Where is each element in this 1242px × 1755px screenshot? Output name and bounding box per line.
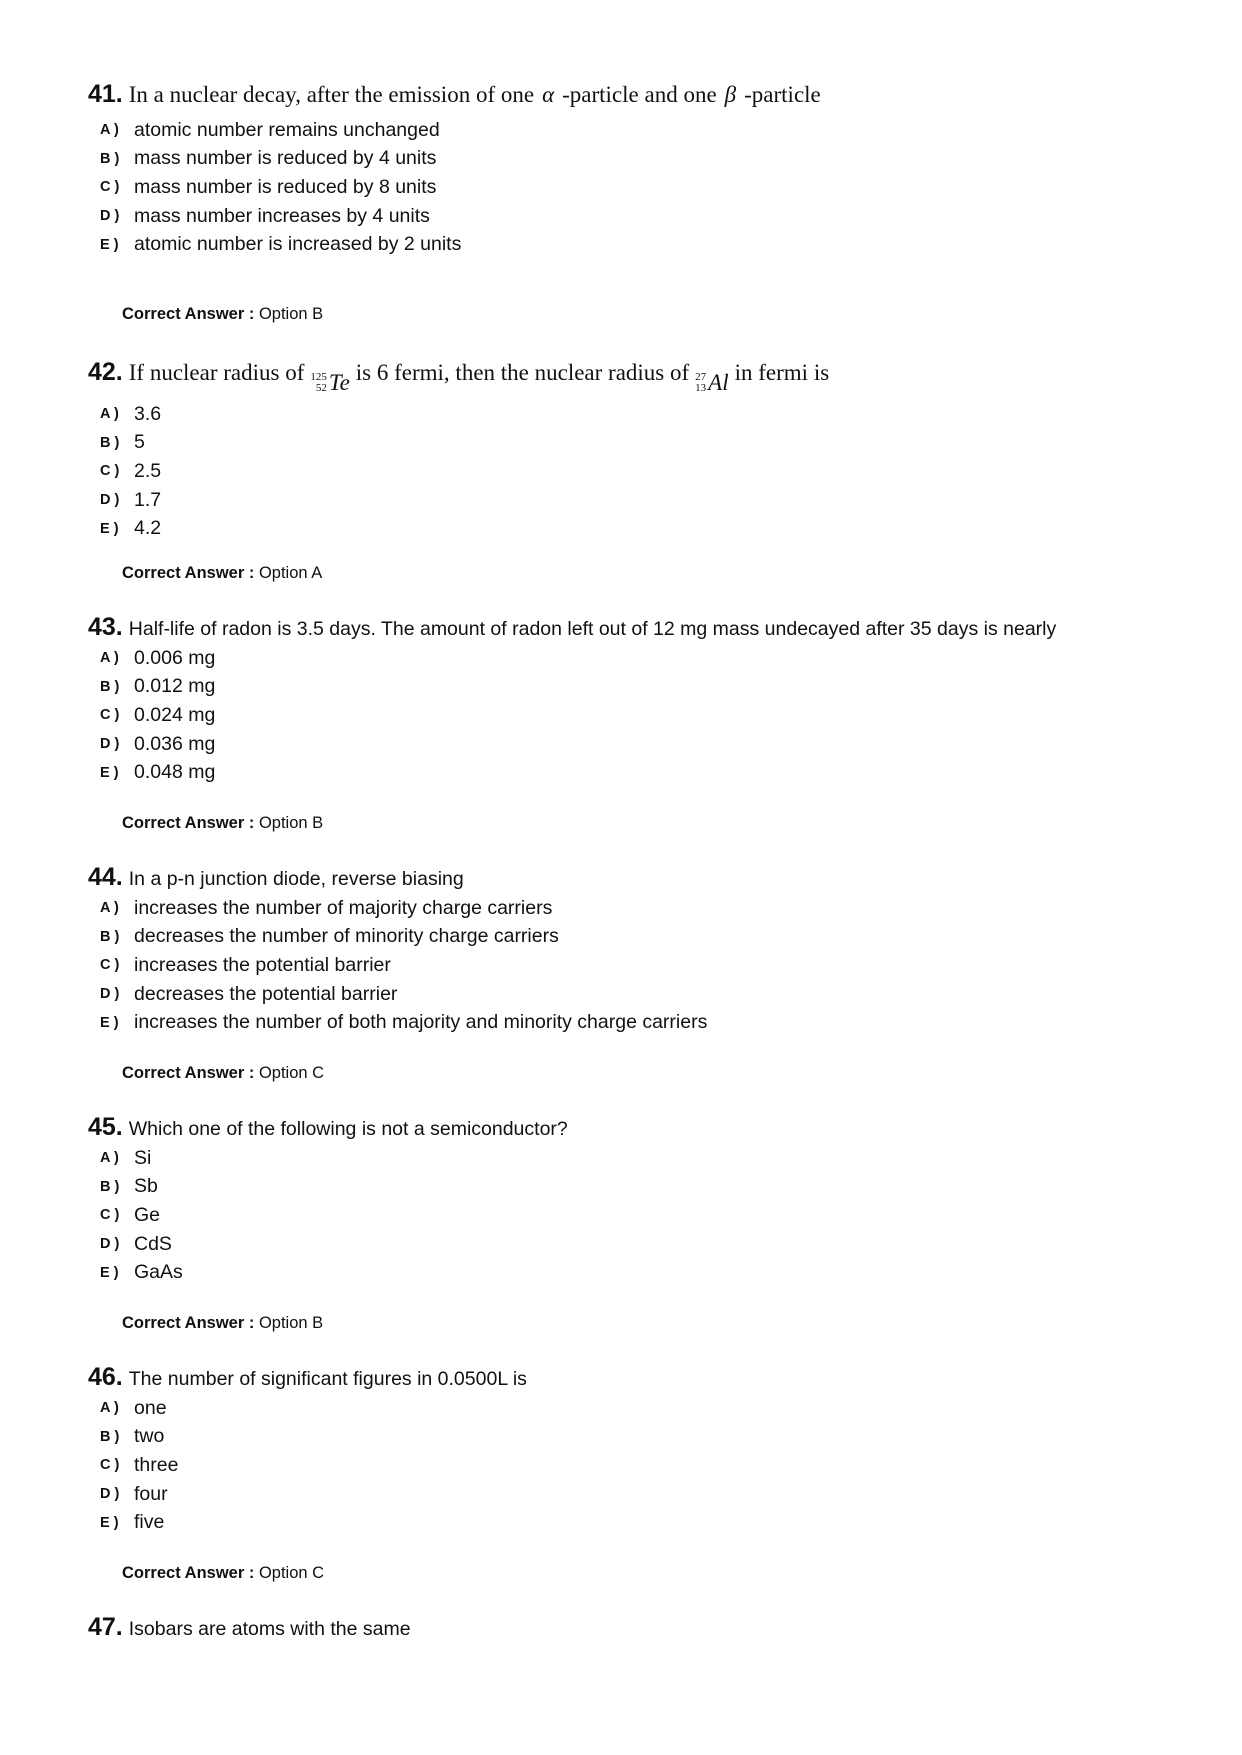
option-text: Si — [134, 1146, 152, 1169]
answer-label: Correct Answer : — [122, 814, 255, 832]
option-letter: C ) — [100, 463, 120, 480]
option-a — [88, 1394, 527, 1423]
option-letter: B ) — [100, 1178, 120, 1195]
option-text: three — [134, 1453, 179, 1476]
option-text: 4.2 — [134, 517, 162, 540]
question-text: In a p-n junction diode, reverse biasing — [128, 868, 464, 890]
option-letter: A ) — [100, 1400, 119, 1417]
option-text: mass number is reduced by 4 units — [134, 147, 437, 170]
option-letter: D ) — [100, 1236, 120, 1253]
option-letter: A ) — [100, 1150, 119, 1167]
question-45 — [88, 1113, 568, 1287]
option-e — [88, 1008, 707, 1037]
answer-value: Option B — [258, 814, 324, 832]
option-letter: C ) — [100, 179, 120, 196]
option-letter: A ) — [100, 650, 119, 667]
correct-answer — [122, 1064, 324, 1083]
option-d — [88, 486, 829, 515]
question-46 — [88, 1363, 527, 1537]
option-text: increases the number of majority charge carriers — [134, 896, 553, 919]
option-letter: D ) — [100, 1486, 120, 1503]
option-c — [88, 1451, 527, 1480]
option-a — [88, 116, 821, 145]
question-text: The number of significant figures in 0.0500L is — [128, 1368, 527, 1390]
question-number: 47. — [88, 1613, 123, 1641]
answer-value: Option C — [258, 1064, 325, 1082]
answer-label: Correct Answer : — [122, 305, 255, 323]
option-letter: D ) — [100, 492, 120, 509]
option-text: GaAs — [134, 1261, 183, 1284]
option-c — [88, 457, 829, 486]
option-letter: A ) — [100, 122, 119, 139]
option-letter: C ) — [100, 707, 120, 724]
question-44 — [88, 863, 707, 1037]
option-text: five — [134, 1511, 165, 1534]
option-letter: A ) — [100, 900, 119, 917]
question-stem — [88, 80, 821, 109]
option-d — [88, 1480, 527, 1509]
option-a — [88, 894, 707, 923]
option-e — [88, 758, 1056, 787]
answer-label: Correct Answer : — [122, 564, 255, 582]
question-text: Isobars are atoms with the same — [128, 1618, 411, 1640]
option-text: 5 — [134, 431, 145, 454]
option-b — [88, 923, 707, 952]
question-text: in fermi is — [734, 360, 830, 385]
answer-value: Option A — [258, 564, 323, 582]
option-letter: E ) — [100, 520, 119, 537]
option-d — [88, 980, 707, 1009]
aluminium-nuclide — [695, 370, 728, 396]
atomic-number: 13 — [695, 382, 707, 394]
option-letter: D ) — [100, 736, 120, 753]
option-c — [88, 173, 821, 202]
option-letter: E ) — [100, 236, 119, 253]
option-letter: D ) — [100, 986, 120, 1003]
question-text: -particle and one — [562, 82, 717, 107]
atomic-number: 52 — [315, 382, 327, 394]
question-number: 46. — [88, 1363, 123, 1391]
question-text: is 6 fermi, then the nuclear radius of — [355, 360, 690, 385]
option-text: increases the number of both majority and minority charge carriers — [134, 1011, 708, 1034]
option-text: one — [134, 1396, 167, 1419]
correct-answer — [122, 1314, 323, 1333]
mass-number: 27 — [695, 371, 707, 383]
answer-value: Option C — [258, 1564, 325, 1582]
beta-symbol: β — [724, 82, 737, 107]
question-42 — [88, 358, 829, 543]
options-list — [88, 400, 829, 543]
option-b — [88, 1423, 527, 1452]
option-text: Sb — [134, 1175, 158, 1198]
option-b — [88, 429, 829, 458]
question-number: 41. — [88, 80, 123, 108]
option-a — [88, 644, 1056, 673]
question-stem — [88, 613, 1056, 642]
answer-value: Option B — [258, 1314, 324, 1332]
option-text: decreases the potential barrier — [134, 982, 398, 1005]
element-symbol: Te — [328, 370, 350, 395]
option-text: 2.5 — [134, 459, 162, 482]
option-letter: D ) — [100, 208, 120, 225]
option-text: decreases the number of minority charge carriers — [134, 925, 559, 948]
option-letter: C ) — [100, 957, 120, 974]
options-list — [88, 644, 1056, 787]
option-text: mass number is reduced by 8 units — [134, 175, 437, 198]
correct-answer — [122, 564, 322, 583]
question-43 — [88, 613, 1056, 787]
correct-answer — [122, 1564, 324, 1583]
option-d — [88, 730, 1056, 759]
option-b — [88, 145, 821, 174]
option-letter: E ) — [100, 764, 119, 781]
options-list — [88, 1144, 568, 1287]
question-stem — [88, 863, 707, 892]
option-letter: E ) — [100, 1014, 119, 1031]
option-letter: E ) — [100, 1264, 119, 1281]
question-stem — [88, 1613, 411, 1642]
question-41 — [88, 80, 821, 259]
option-letter: C ) — [100, 1457, 120, 1474]
option-b — [88, 1173, 568, 1202]
answer-label: Correct Answer : — [122, 1064, 255, 1082]
correct-answer — [122, 814, 323, 833]
option-text: mass number increases by 4 units — [134, 204, 430, 227]
option-text: 1.7 — [134, 488, 162, 511]
tellurium-nuclide — [310, 370, 349, 396]
question-number: 44. — [88, 863, 123, 891]
options-list — [88, 116, 821, 259]
option-d — [88, 202, 821, 231]
element-symbol: Al — [708, 370, 729, 395]
option-text: 0.048 mg — [134, 761, 216, 784]
option-e — [88, 1258, 568, 1287]
option-text: two — [134, 1425, 165, 1448]
option-c — [88, 701, 1056, 730]
option-text: 0.024 mg — [134, 703, 216, 726]
mass-number: 125 — [310, 371, 327, 383]
option-text: four — [134, 1482, 168, 1505]
question-stem — [88, 358, 829, 396]
options-list — [88, 1394, 527, 1537]
option-letter: C ) — [100, 1207, 120, 1224]
option-text: 0.012 mg — [134, 675, 216, 698]
option-e — [88, 514, 829, 543]
option-text: CdS — [134, 1232, 172, 1255]
answer-label: Correct Answer : — [122, 1564, 255, 1582]
question-number: 43. — [88, 613, 123, 641]
option-letter: B ) — [100, 150, 120, 167]
question-47 — [88, 1613, 411, 1642]
answer-label: Correct Answer : — [122, 1314, 255, 1332]
option-text: increases the potential barrier — [134, 953, 391, 976]
question-text: Half-life of radon is 3.5 days. The amount of radon left out of 12 mg mass undecayed after 35 days is nearly — [128, 618, 1057, 640]
question-text: Which one of the following is not a semiconductor? — [128, 1118, 568, 1140]
option-letter: B ) — [100, 1428, 120, 1445]
question-text: -particle — [744, 82, 821, 107]
question-stem — [88, 1113, 568, 1142]
question-number: 42. — [88, 358, 123, 386]
alpha-symbol: α — [542, 82, 555, 107]
question-number: 45. — [88, 1113, 123, 1141]
option-text: 0.006 mg — [134, 646, 216, 669]
option-a — [88, 400, 829, 429]
option-b — [88, 673, 1056, 702]
question-text: If nuclear radius of — [128, 360, 305, 385]
option-text: 0.036 mg — [134, 732, 216, 755]
option-text: Ge — [134, 1203, 161, 1226]
question-stem — [88, 1363, 527, 1392]
options-list — [88, 894, 707, 1037]
option-e — [88, 230, 821, 259]
option-c — [88, 951, 707, 980]
option-letter: B ) — [100, 678, 120, 695]
option-text: atomic number remains unchanged — [134, 118, 440, 141]
option-c — [88, 1201, 568, 1230]
option-letter: B ) — [100, 434, 120, 451]
option-text: atomic number is increased by 2 units — [134, 233, 462, 256]
correct-answer — [122, 305, 323, 324]
option-letter: B ) — [100, 928, 120, 945]
option-a — [88, 1144, 568, 1173]
answer-value: Option B — [258, 305, 324, 323]
option-e — [88, 1508, 527, 1537]
option-letter: E ) — [100, 1514, 119, 1531]
question-text: In a nuclear decay, after the emission of one — [128, 82, 535, 107]
option-letter: A ) — [100, 406, 119, 423]
option-text: 3.6 — [134, 402, 162, 425]
option-d — [88, 1230, 568, 1259]
